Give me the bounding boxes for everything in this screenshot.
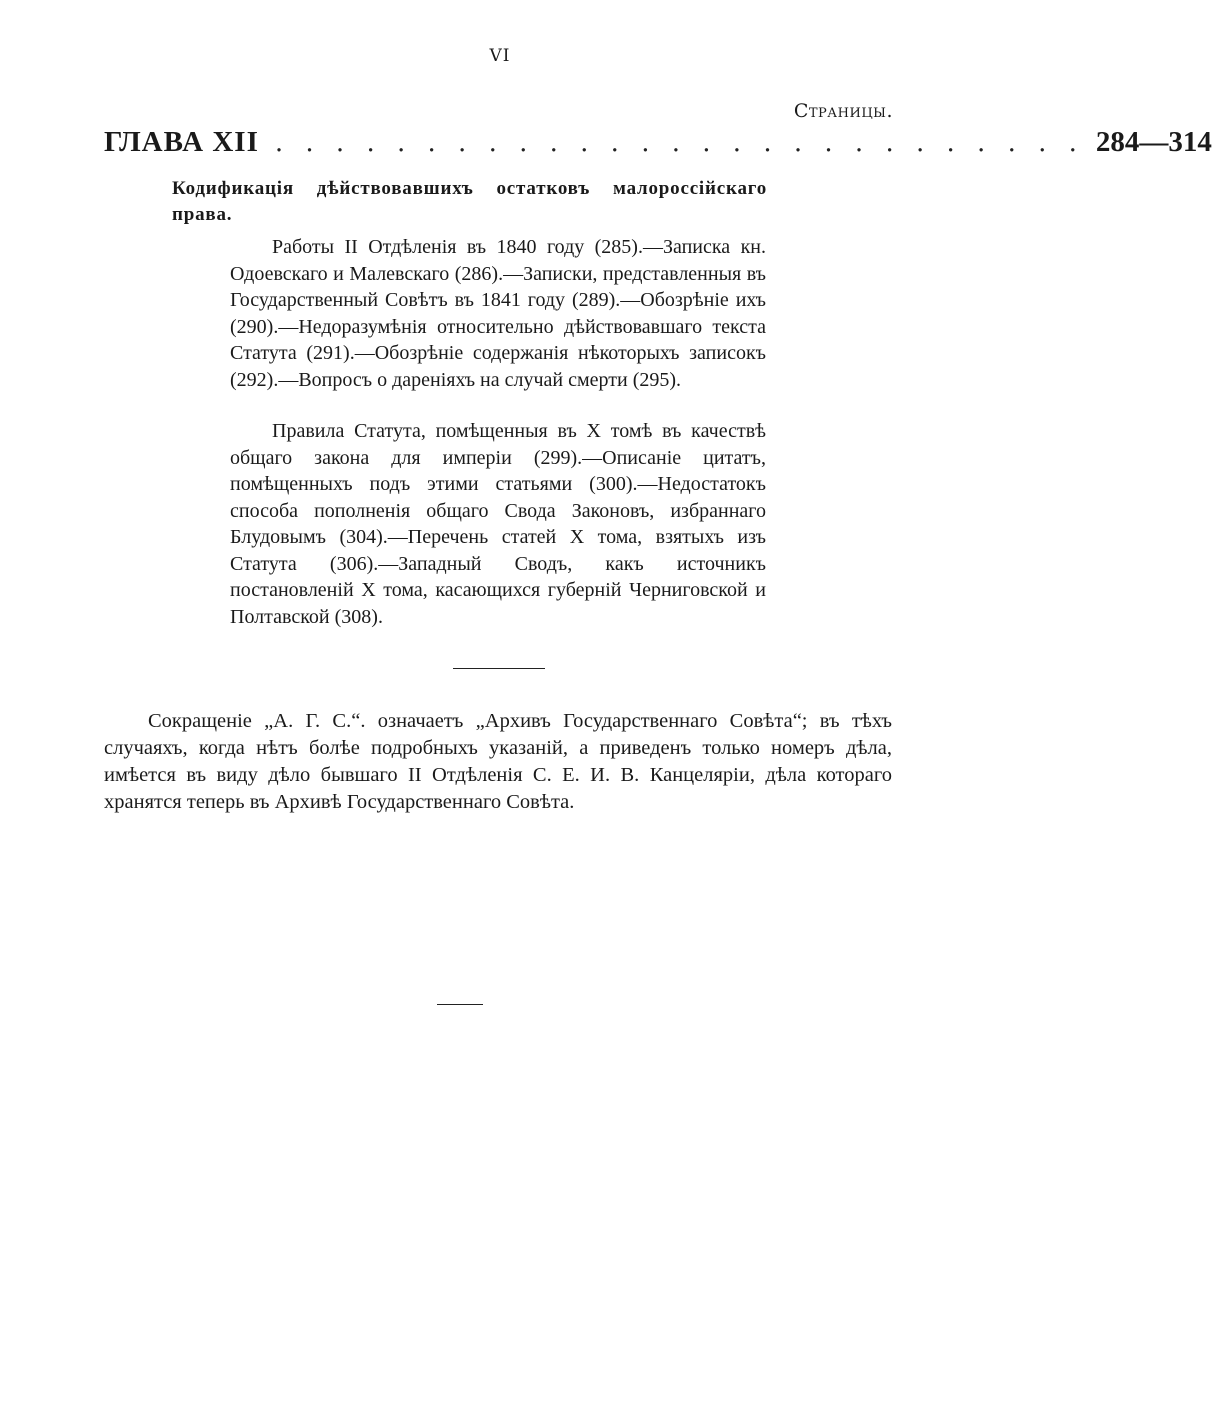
- page-number: VI: [489, 46, 511, 66]
- chapter-page-range: 284—314: [1095, 126, 1212, 158]
- chapter-title: ГЛАВА XII: [104, 126, 259, 158]
- abbreviation-note: Сокращеніе „А. Г. С.“. означаетъ „Архивъ Государственнаго Совѣта“; въ тѣхъ случаяхъ, когда нѣтъ болѣе подробныхъ указаній, а приведенъ только номеръ дѣла, имѣется въ виду дѣло бывшаго II Отдѣленія С. Е. И. В. Канцеляріи, дѣла котораго хранятся теперь въ Архивѣ Государственнаго Совѣта.: [104, 710, 892, 813]
- chapter-summary-paragraph: Работы II Отдѣленія въ 1840 году (285).—Записка кн. Одоевскаго и Малевскаго (286).—Записки, представленныя въ Государственный Совѣтъ въ 1841 году (289).—Обозрѣніе ихъ (290).—Недоразумѣнія относительно дѣйствовавшаго текста Статута (291).—Обозрѣніе содержанія нѣкоторыхъ записокъ (292).—Вопросъ о дареніяхъ на случай смерти (295).: [230, 236, 766, 391]
- section-divider: [453, 668, 545, 669]
- chapter-subtitle: Кодификація дѣйствовавшихъ остатковъ малороссійскаго права.: [172, 178, 767, 225]
- chapter-summary-paragraph: Правила Статута, помѣщенныя въ X томѣ въ качествѣ общаго закона для имперіи (299).—Описаніе цитатъ, помѣщенныхъ подъ этими статьями (300).—Недостатокъ способа пополненія общаго Свода Законовъ, избраннаго Блудовымъ (304).—Перечень статей X тома, взятыхъ изъ Статута (306).—Западный Сводъ, какъ источникъ постановленій X тома, касающихся губерній Черниговской и Полтавской (308).: [230, 420, 766, 628]
- pages-column-label: Страницы.: [793, 100, 893, 122]
- dot-leader: . . . . . . . . . . . . . . . . . . . . . . . . . . .: [274, 128, 1084, 158]
- end-divider: [437, 1004, 483, 1005]
- toc-chapter-entry: [104, 126, 1212, 166]
